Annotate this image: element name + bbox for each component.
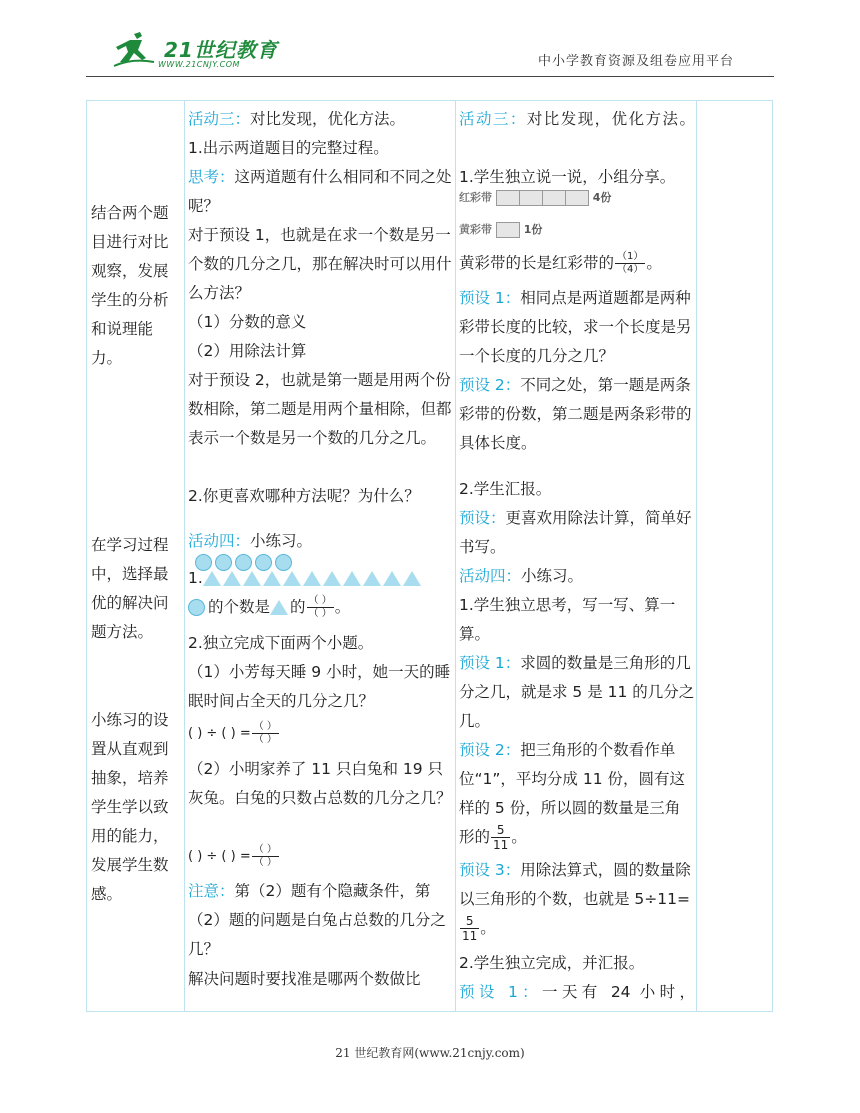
equation-blank-1: ( ) ÷ ( ) = $\frac{( )}{( )}$ xyxy=(188,721,277,745)
preset-label: 预设 3： xyxy=(459,861,521,879)
student-preset2: 预设 2：不同之处，第一题是两条彩带的份数，第二题是两条彩带的具体长度。 xyxy=(459,376,692,452)
exercise2-part2: （2）小明家养了 11 只白兔和 19 只灰兔。白兔的只数占总数的几分之几？ xyxy=(188,760,452,807)
student-activity-column xyxy=(456,101,697,1012)
step-report: 2.学生汇报。 xyxy=(459,480,552,498)
triangle-icon xyxy=(363,571,381,586)
runner-logo-icon xyxy=(112,28,162,72)
logo-text: 21世纪教育 xyxy=(164,38,278,62)
ratio-fraction: $\frac{(1)}{(4)}$ xyxy=(617,251,644,275)
student-preset-q3: 预设 3：用除法算式，圆的数量除以三角形的个数，也就是 5÷11= $\frac{5}{11}$ 。 xyxy=(459,861,691,943)
activity-label: 活动四： xyxy=(459,567,522,585)
exercise2-heading: 2.独立完成下面两个小题。 xyxy=(188,634,374,652)
student-preset-pref: 预设：更喜欢用除法计算，简单好书写。 xyxy=(459,509,692,556)
header-divider xyxy=(86,76,774,77)
activity3-heading xyxy=(459,105,695,134)
page-header xyxy=(0,0,860,80)
note xyxy=(188,877,454,964)
logo xyxy=(112,28,282,74)
think-label: 思考： xyxy=(188,168,235,186)
activity-label: 活动三： xyxy=(188,110,251,128)
teacher-activity-column xyxy=(185,101,456,1012)
blank-fraction: $\frac{( )}{( )}$ xyxy=(308,595,332,619)
triangle-icon xyxy=(243,571,261,586)
activity3-heading xyxy=(188,105,454,134)
exercise1-triangles xyxy=(188,567,454,589)
preference-question: 2.你更喜欢哪种方法呢？为什么？ xyxy=(188,487,420,505)
preset-label: 预设 1： xyxy=(459,983,543,1001)
activity-title: 对比发现，优化方法。 xyxy=(526,110,695,128)
exercise-number: 1. xyxy=(188,569,203,587)
student-preset-q2: 预设 2：把三角形的个数看作单位“1”，平均分成 11 份，圆有这样的 5 份，所以圆的数量是三角形的 $\frac{5}{11}$ 。 xyxy=(459,741,685,852)
note-text: 第（2）题有个隐藏条件，第（2）题的问题是白兔占总数的几分之几？ xyxy=(188,882,446,958)
note-label: 注意： xyxy=(188,882,235,900)
preset2-discussion: 对于预设 2，也就是第一题是用两个份数相除，第二题是用两个量相除，但都表示一个数是另一个数的几分之几。 xyxy=(188,371,452,447)
triangle-icon xyxy=(223,571,241,586)
triangle-icon xyxy=(383,571,401,586)
fraction-5-11: $\frac{5}{11}$ xyxy=(493,823,509,852)
red-ribbon-row xyxy=(459,189,611,206)
preset-label: 预设 2： xyxy=(459,376,521,394)
exercise1-text: 的个数是 xyxy=(208,598,271,616)
triangle-icon xyxy=(263,571,281,586)
yellow-ribbon-bar xyxy=(496,222,520,238)
logo-url: WWW.21CNJY.COM xyxy=(158,60,240,69)
yellow-ribbon-row xyxy=(459,221,542,238)
think-question xyxy=(188,163,454,221)
preset-label: 预设 1： xyxy=(459,654,521,672)
yellow-ribbon-count: 1份 xyxy=(523,223,543,236)
activity-title: 小练习。 xyxy=(521,567,584,585)
student-preset1: 预设 1：相同点是两道题都是两种彩带长度的比较，求一个长度是另一个长度的几分之几？ xyxy=(459,289,692,365)
intent-practice: 小练习的设置从直观到抽象，培养学生学以致用的能力，发展学生数感。 xyxy=(91,711,169,903)
step-complete: 2.学生独立完成，并汇报。 xyxy=(459,954,645,972)
triangle-icon xyxy=(403,571,421,586)
ribbon-ratio: 黄彩带的长是红彩带的 $\frac{(1)}{(4)}$ 。 xyxy=(459,251,662,275)
step-show-process: 1.出示两道题目的完整过程。 xyxy=(188,139,389,157)
think-text: 这两道题有什么相同和不同之处呢？ xyxy=(188,168,452,215)
preset-label: 预设 2： xyxy=(459,741,521,759)
triangle-icon xyxy=(203,571,221,586)
triangle-icon xyxy=(303,571,321,586)
lesson-table xyxy=(86,100,773,1012)
triangle-icon xyxy=(270,600,288,615)
exercise1-text2: 的 xyxy=(290,598,306,616)
intent-compare: 结合两个题目进行对比观察，发展学生的分析和说理能力。 xyxy=(91,204,169,367)
step-discuss: 1.学生独立说一说，小组分享。 xyxy=(459,168,676,186)
exercise2-part1: （1）小芳每天睡 9 小时，她一天的睡眠时间占全天的几分之几？ xyxy=(188,663,451,710)
triangle-icon xyxy=(343,571,361,586)
circle-icon xyxy=(188,599,205,616)
red-ribbon-label: 红彩带 xyxy=(459,191,492,204)
method-fraction: （1）分数的意义 xyxy=(188,313,307,331)
activity-title: 对比发现，优化方法。 xyxy=(250,110,406,128)
page-footer: 21 世纪教育网(www.21cnjy.com) xyxy=(335,1046,525,1060)
red-ribbon-bar xyxy=(496,190,589,206)
triangle-icon xyxy=(283,571,301,586)
design-intent-column xyxy=(87,101,185,1012)
student-preset-q1: 预设 1：求圆的数量是三角形的几分之几，就是求 5 是 11 的几分之几。 xyxy=(459,654,695,730)
yellow-ribbon-label: 黄彩带 xyxy=(459,223,492,236)
student-preset-q4: 预设 1：一天有 24 小时， xyxy=(459,983,695,1001)
equation-blank-2: ( ) ÷ ( ) = $\frac{( )}{( )}$ xyxy=(188,844,277,868)
fraction-5-11: $\frac{5}{11}$ xyxy=(462,914,478,943)
exercise1-question: 的个数是 的 $\frac{( )}{( )}$ 。 xyxy=(188,593,454,622)
activity-label: 活动三： xyxy=(459,110,527,128)
preset1-discussion: 对于预设 1，也就是在求一个数是另一个数的几分之几，那在解决时可以用什么方法？ xyxy=(188,226,452,302)
closing-line: 解决问题时要找准是哪两个数做比 xyxy=(188,970,421,988)
triangle-icon xyxy=(323,571,341,586)
activity-title: 小练习。 xyxy=(250,532,313,550)
notes-column xyxy=(697,101,773,1012)
step-think: 1.学生独立思考，写一写、算一算。 xyxy=(459,596,676,643)
red-ribbon-count: 4份 xyxy=(592,191,612,204)
activity4-heading xyxy=(459,562,695,591)
activity-label: 活动四： xyxy=(188,532,251,550)
platform-name: 中小学教育资源及组卷应用平台 xyxy=(537,54,734,69)
method-division: （2）用除法计算 xyxy=(188,342,307,360)
intent-method: 在学习过程中，选择最优的解决问题方法。 xyxy=(91,536,169,641)
preset-label: 预设： xyxy=(459,509,506,527)
preset-label: 预设 1： xyxy=(459,289,521,307)
